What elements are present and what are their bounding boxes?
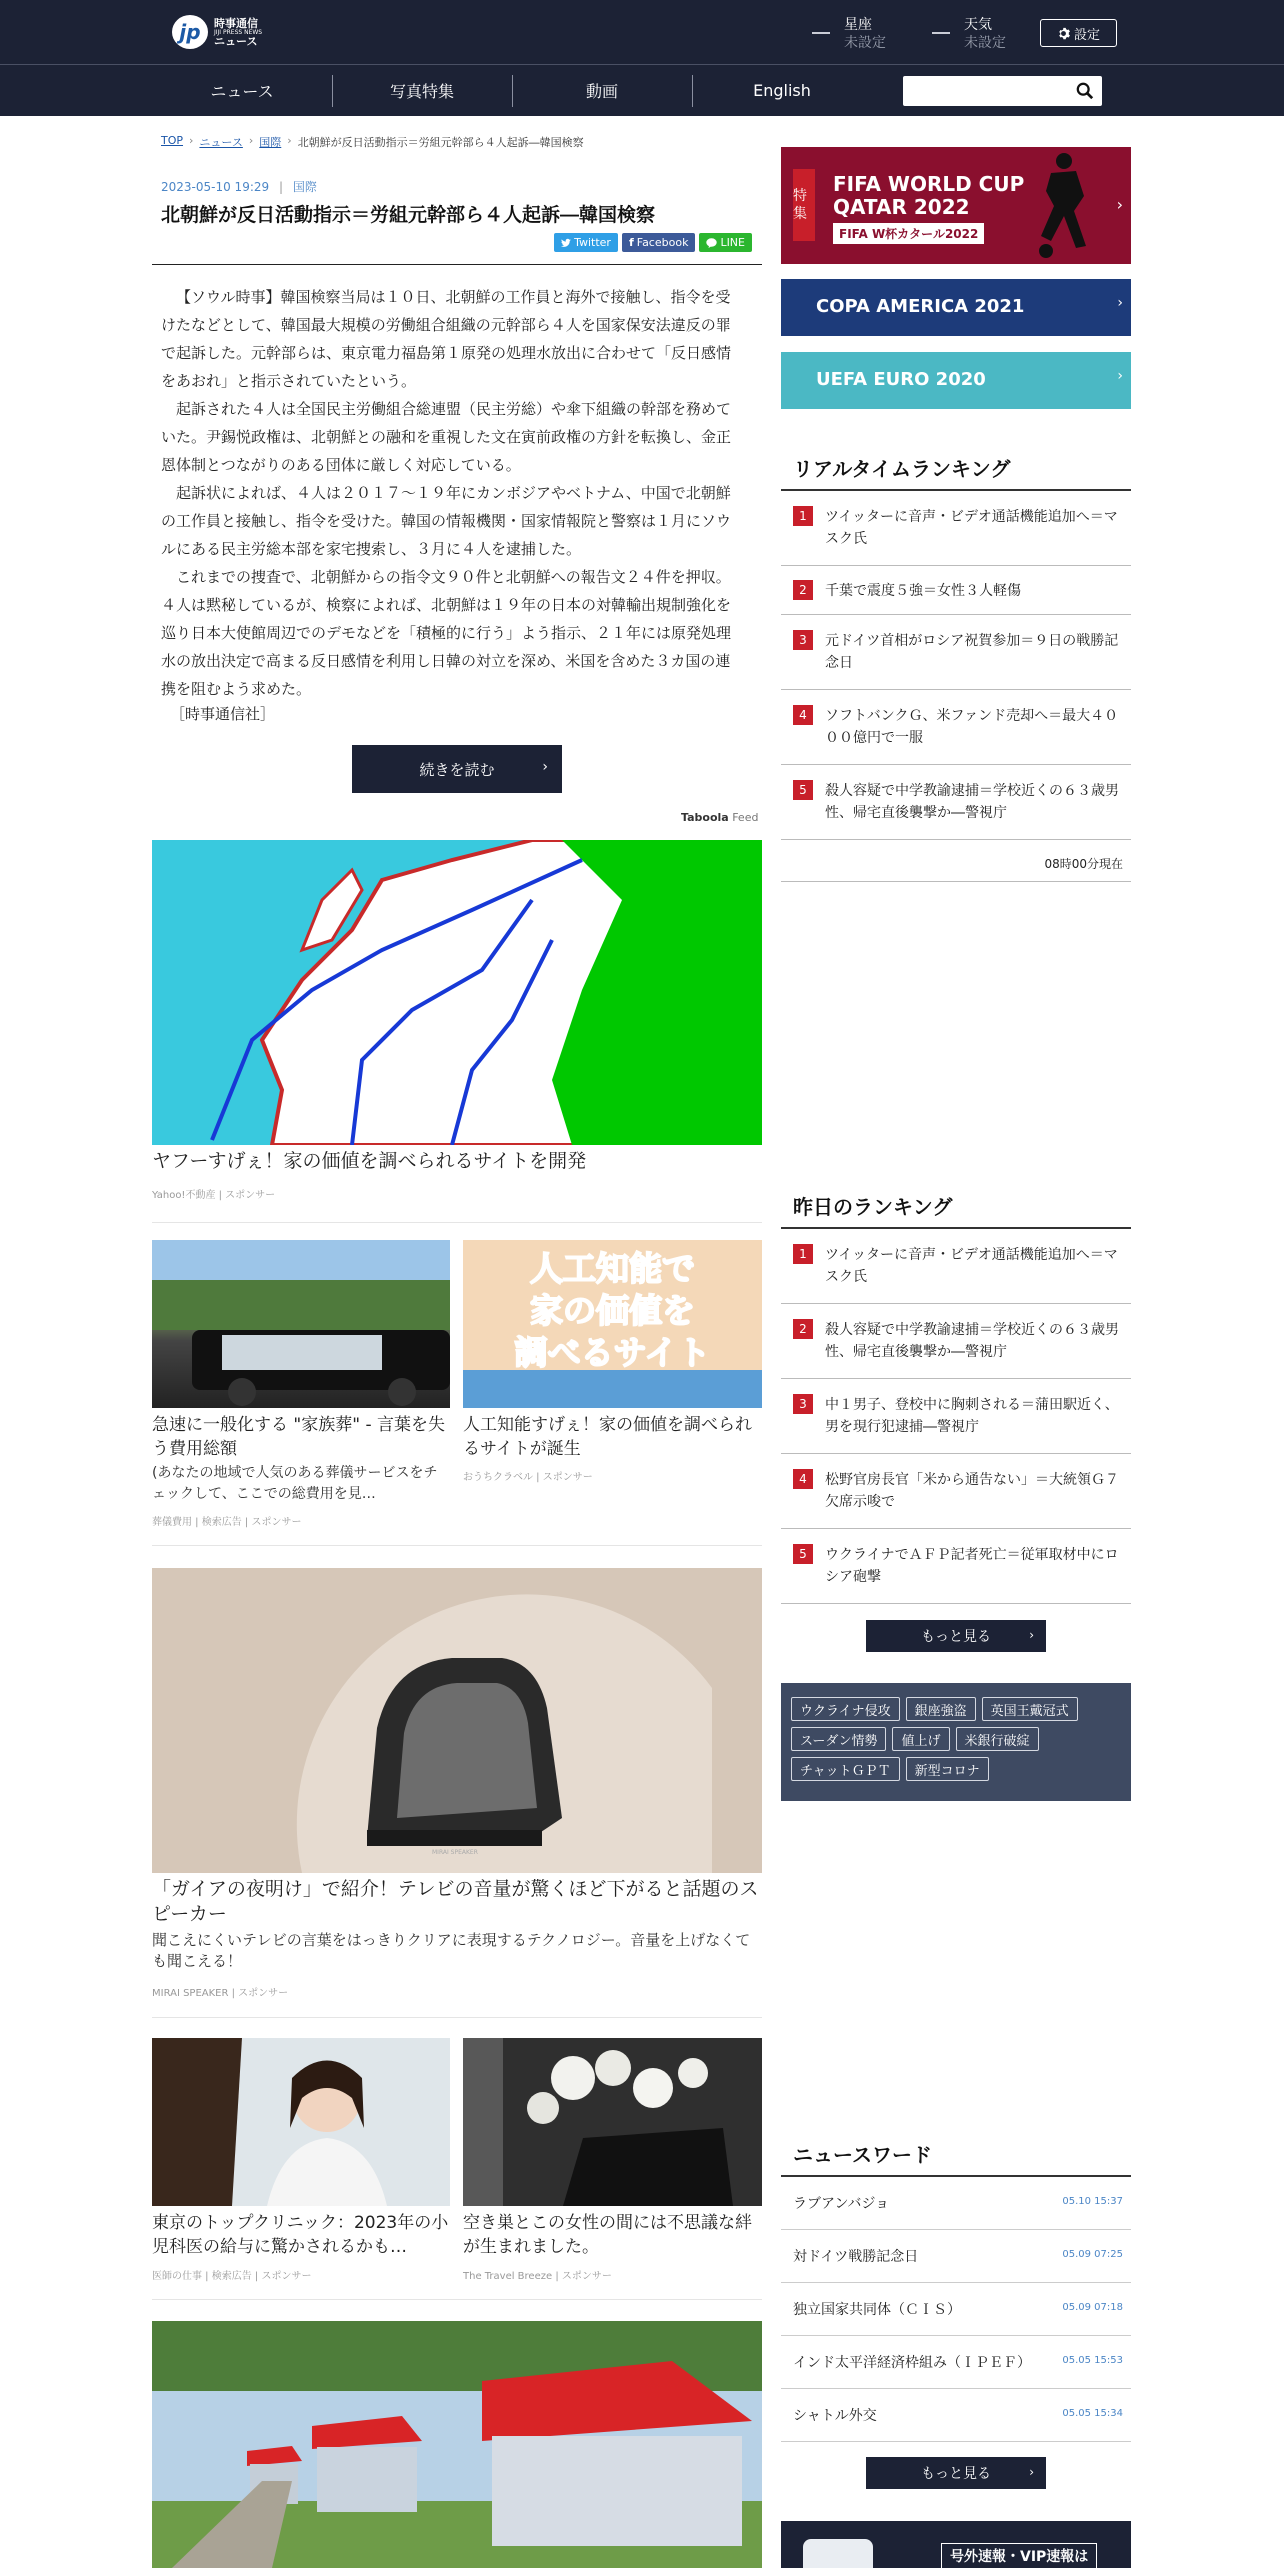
share-facebook-button[interactable] (622, 233, 695, 252)
phone-icon (803, 2539, 873, 2568)
ad-description: (あなたの地域で人気のある葬儀サービスをチェックして、ここでの総費用を見… (152, 1465, 438, 1502)
ranking-item-title: ツイッターに音声・ビデオ通話機能追加へ＝マスク氏 (825, 509, 1118, 547)
horoscope-label: 星座 (844, 17, 872, 33)
ranking-item[interactable] (781, 1379, 1131, 1454)
article-date: 2023-05-10 19:29 (161, 180, 270, 194)
facebook-icon: f (628, 236, 634, 249)
topic-tag[interactable]: 英国王戴冠式 (982, 1697, 1078, 1721)
dash-icon (812, 32, 830, 34)
newsword-item[interactable] (781, 2389, 1131, 2442)
ad-title[interactable]: 東京のトップクリニック：2023年の小児科医の給与に驚かされるかも… (152, 2213, 449, 2257)
article-credit: ［時事通信社］ (170, 705, 276, 723)
breadcrumb-news[interactable]: ニュース (199, 136, 243, 149)
ad-title[interactable]: 急速に一般化する "家族葬" - 言葉を失う費用総額 (152, 1415, 445, 1459)
rank-badge: 3 (793, 630, 813, 650)
ad-source: 医師の仕事 | 検索広告 | スポンサー (152, 2271, 312, 2282)
ranking-item-title: 殺人容疑で中学教諭逮捕＝学校近くの６３歳男性、帰宅直後襲撃か―警視庁 (825, 1322, 1119, 1360)
share-line-label: LINE (720, 236, 745, 249)
ad-cabins-image[interactable] (152, 2321, 762, 2568)
wc-title-line2: QATAR 2022 (833, 195, 970, 219)
nav-english[interactable]: English (753, 80, 811, 100)
flowers-illustration (463, 2038, 762, 2206)
newsword-item[interactable] (781, 2336, 1131, 2389)
search-input[interactable] (903, 76, 1102, 106)
line-icon (706, 238, 717, 248)
logo-line1: 時事通信 (214, 16, 258, 30)
newsword-item[interactable] (781, 2230, 1131, 2283)
ranking-item[interactable] (781, 765, 1131, 840)
ad-flowers-image[interactable] (463, 2038, 762, 2206)
newsword-title: シャトル外交 (793, 2408, 877, 2424)
horoscope-value: 未設定 (844, 35, 886, 51)
topic-tag[interactable]: 新型コロナ (906, 1757, 989, 1781)
chevron-right-icon: › (1117, 368, 1123, 384)
ad-doctor-image[interactable] (152, 2038, 450, 2206)
rank-badge: 2 (793, 1319, 813, 1339)
ad-source: MIRAI SPEAKER | スポンサー (152, 1988, 289, 1999)
breadcrumb-separator: › (248, 134, 254, 147)
ad-source: おうちクラベル | スポンサー (463, 1472, 593, 1483)
newsword-date: 05.05 15:53 (1062, 2355, 1123, 2366)
topic-tags (781, 1683, 1131, 1801)
newsword-item[interactable] (781, 2177, 1131, 2230)
ranking-item[interactable] (781, 566, 1131, 615)
article-meta: 2023-05-10 19:29 | 国際 (161, 180, 317, 194)
ranking-item-title: 元ドイツ首相がロシア祝賀参加＝９日の戦勝記念日 (825, 633, 1119, 671)
weather-value: 未設定 (964, 35, 1006, 51)
chevron-right-icon: › (1029, 2465, 1034, 2479)
article-title: 北朝鮮が反日活動指示＝労組元幹部ら４人起訴―韓国検察 (161, 205, 656, 226)
realtime-ranking-heading: リアルタイムランキング (793, 457, 1011, 481)
ad-map-image[interactable] (152, 840, 762, 1145)
hearse-illustration (152, 1240, 450, 1408)
article-paragraph: 起訴された４人は全国民主労働組合総連盟（民主労総）や傘下組織の幹部を務めていた。尹錫悦政権は、北朝鮮との融和を重視した文在寅前政権の方針を転換し、金正恩体制とつながりのある団体に厳しく対応している。 (161, 400, 732, 474)
ranking-item[interactable] (781, 1529, 1131, 1604)
ad-title[interactable]: ヤフーすげぇ！家の価値を調べられるサイトを開発 (152, 1150, 587, 1172)
logo-line2: JIJI PRESS NEWS (214, 28, 263, 36)
chevron-right-icon: › (1117, 295, 1123, 311)
rank-badge: 3 (793, 1394, 813, 1414)
ad-divider (152, 1222, 762, 1223)
rank-badge: 4 (793, 705, 813, 725)
copa-title: COPA AMERICA 2021 (816, 296, 1025, 317)
newsword-date: 05.09 07:18 (1062, 2302, 1123, 2313)
breadcrumb-current: 北朝鮮が反日活動指示＝労組元幹部ら４人起訴―韓国検察 (297, 136, 584, 149)
wc-title-line1: FIFA WORLD CUP (833, 172, 1025, 196)
yesterday-ranking-heading: 昨日のランキング (793, 1195, 953, 1219)
horoscope-setting[interactable] (812, 16, 886, 52)
ad-title[interactable]: 「ガイアの夜明け」で紹介！テレビの音量が驚くほど下がると話題のスピーカー (152, 1878, 759, 1925)
share-line-button[interactable] (699, 233, 752, 252)
ad-funeral-image[interactable] (152, 1240, 450, 1408)
newsword-title: 対ドイツ戦勝記念日 (793, 2249, 919, 2265)
soccer-player-icon (1026, 151, 1096, 259)
article-paragraph: 【ソウル時事】韓国検察当局は１０日、北朝鮮の工作員と海外で接触し、指令を受けたなどとして、韓国最大規模の労働組合組織の元幹部ら４人を国家保安法違反の罪で起訴した。元幹部らは、東京電力福島第１原発の処理水放出に合わせて「反日感情をあおれ」と指示されていたという。 (161, 288, 732, 390)
ranking-item-title: 千葉で震度５強＝女性３人軽傷 (825, 583, 1021, 599)
read-more-label: 続きを読む (419, 760, 495, 779)
newsword-date: 05.05 15:34 (1062, 2408, 1123, 2419)
weather-label: 天気 (964, 17, 992, 33)
top-header (0, 0, 1284, 64)
ranking-timestamp: 08時00分現在 (1044, 857, 1123, 871)
ad-divider (152, 1545, 762, 1546)
ranking-item[interactable] (781, 1229, 1131, 1304)
ranking-item[interactable] (781, 1304, 1131, 1379)
read-more-button[interactable] (352, 745, 562, 793)
dash-icon (932, 32, 950, 34)
newsword-heading: ニュースワード (793, 2143, 932, 2167)
taboola-brand: Taboola (681, 811, 729, 824)
ad-speaker-image[interactable] (152, 1568, 762, 1873)
rank-badge: 4 (793, 1469, 813, 1489)
banner-fifa-world-cup[interactable] (781, 147, 1131, 264)
rank-badge: 1 (793, 1244, 813, 1264)
ad-ai-house-image[interactable] (463, 1240, 762, 1408)
newsword-title: 独立国家共同体（ＣＩＳ） (793, 2302, 961, 2318)
jiji-logo-mark: jp (172, 15, 208, 49)
ranking-more-button[interactable] (866, 1620, 1046, 1652)
ranking-item-title: ツイッターに音声・ビデオ通話機能追加へ＝マスク氏 (825, 1247, 1118, 1285)
more-label: もっと見る (921, 1629, 991, 1645)
site-logo[interactable] (172, 15, 262, 49)
map-illustration (152, 840, 762, 1145)
ranking-item[interactable] (781, 491, 1131, 566)
banner-copa-america[interactable] (781, 279, 1131, 336)
ranking-item-title: 中１男子、登校中に胸刺される＝蒲田駅近く、男を現行犯逮捕―警視庁 (825, 1397, 1119, 1435)
ranking-item[interactable] (781, 690, 1131, 765)
logo-line3: ニュース (214, 34, 258, 48)
topic-tag[interactable]: 米銀行破綻 (956, 1727, 1039, 1751)
taboola-feed-label[interactable] (681, 811, 758, 824)
chevron-right-icon: › (1116, 195, 1123, 214)
newsword-date: 05.09 07:25 (1062, 2249, 1123, 2260)
nav-photos[interactable]: 写真特集 (389, 81, 454, 101)
search-icon[interactable] (1076, 82, 1094, 100)
rank-badge: 2 (793, 580, 813, 600)
newsword-date: 05.10 15:37 (1062, 2196, 1123, 2207)
nav-news[interactable]: ニュース (210, 81, 274, 101)
ranking-item-title: 松野官房長官「米から通告ない」＝大統領Ｇ７欠席示唆で (825, 1472, 1119, 1510)
ad-source: 葬儀費用 | 検索広告 | スポンサー (152, 1517, 302, 1528)
topic-tag[interactable]: 値上げ (892, 1727, 949, 1751)
article-paragraph: 起訴状によれば、４人は２０１７～１９年にカンボジアやベトナム、中国で北朝鮮の工作員と接触し、指令を受けた。韓国の情報機関・国家情報院と警察は１月にソウルにある民主労総本部を家宅捜索し、３月に４人を逮捕した。 (161, 484, 732, 558)
newsword-item[interactable] (781, 2283, 1131, 2336)
rank-badge: 5 (793, 780, 813, 800)
breadcrumb-separator: › (189, 134, 194, 147)
article-paragraph: これまでの捜査で、北朝鮮からの指令文９０件と北朝鮮への報告文２４件を押収。４人は黙秘しているが、検察によれば、北朝鮮は１９年の日本の対韓輸出規制強化を巡り日本大使館周辺でのデモなどを「積極的に行う」よう指示、２１年には原発処理水の放出決定で高まる反日感情を利用し日韓の対立を深め、米国を含めた３カ国の連携を阻むよう求めた。 (161, 568, 732, 698)
vip-alert-text: 号外速報・VIP速報は (941, 2543, 1097, 2568)
taboola-feed: Feed (732, 811, 759, 824)
rank-badge: 5 (793, 1544, 813, 1564)
topic-tag[interactable]: ウクライナ侵攻 (791, 1697, 900, 1721)
topic-tag[interactable]: スーダン情勢 (791, 1727, 886, 1751)
newsword-title: インド太平洋経済枠組み（ＩＰＥＦ） (793, 2355, 1031, 2371)
chevron-right-icon: › (1029, 1628, 1034, 1642)
cabins-illustration (152, 2321, 762, 2568)
rank-badge: 1 (793, 506, 813, 526)
settings-label: 設定 (1073, 27, 1100, 43)
ad-divider (152, 2299, 762, 2300)
topic-tag[interactable]: 銀座強盗 (906, 1697, 976, 1721)
gear-icon (1057, 27, 1070, 40)
article-category[interactable]: 国際 (292, 180, 317, 194)
breadcrumb-top[interactable]: TOP (161, 134, 184, 147)
ranking-item[interactable] (781, 615, 1131, 690)
newsword-title: ラブアンバジョ (793, 2196, 890, 2212)
title-divider (152, 264, 762, 265)
speaker-brand-text: MIRAI SPEAKER (432, 1849, 478, 1856)
ai-image-text: 人工知能で 家の価値を 調べるサイト (514, 1249, 711, 1372)
euro-title: UEFA EURO 2020 (816, 369, 986, 390)
ranking-item[interactable] (781, 1454, 1131, 1529)
weather-setting[interactable] (932, 16, 1006, 52)
twitter-icon (561, 238, 571, 248)
share-buttons (554, 233, 752, 252)
ad-divider (152, 2017, 762, 2018)
speaker-illustration (152, 1568, 762, 1873)
ad-description: 聞こえにくいテレビの言葉をはっきりクリアに表現するテクノロジー。音量を上げなくても聞こえる！ (152, 1931, 751, 1970)
share-facebook-label: Facebook (636, 236, 689, 249)
vip-alert-banner[interactable] (781, 2521, 1131, 2568)
ad-source: Yahoo!不動産 | スポンサー (152, 1190, 276, 1201)
doctor-illustration (152, 2038, 450, 2206)
breadcrumb (161, 134, 584, 150)
topic-tag[interactable]: チャットＧＰＴ (791, 1757, 900, 1781)
ranking-item-title: 殺人容疑で中学教諭逮捕＝学校近くの６３歳男性、帰宅直後襲撃か―警視庁 (825, 783, 1119, 821)
ad-source: The Travel Breeze | スポンサー (463, 2271, 612, 2282)
settings-button[interactable] (1040, 19, 1117, 47)
share-twitter-button[interactable] (554, 233, 618, 252)
main-nav (0, 64, 1284, 116)
ad-title[interactable]: 人工知能すげぇ！家の価値を調べられるサイトが誕生 (463, 1415, 752, 1459)
breadcrumb-international[interactable]: 国際 (259, 136, 282, 149)
chevron-right-icon: › (542, 759, 548, 775)
more-label: もっと見る (921, 2466, 991, 2482)
newsword-more-button[interactable] (866, 2457, 1046, 2489)
wc-subtitle: FIFA W杯カタール2022 (833, 223, 984, 244)
ranking-end-rule (781, 881, 1131, 882)
ranking-item-title: ソフトバンクＧ、米ファンド売却へ＝最大４０００億円で一服 (825, 708, 1119, 746)
feature-tag: 特集 (793, 169, 815, 241)
ranking-item-title: ウクライナでＡＦＰ記者死亡＝従軍取材中にロシア砲撃 (825, 1547, 1119, 1585)
share-twitter-label: Twitter (574, 236, 611, 249)
banner-uefa-euro[interactable] (781, 352, 1131, 409)
nav-video[interactable]: 動画 (585, 81, 618, 101)
breadcrumb-separator: › (287, 134, 292, 147)
ad-title[interactable]: 空き巣とこの女性の間には不思議な絆が生まれました。 (463, 2213, 752, 2257)
article-body (161, 283, 739, 703)
